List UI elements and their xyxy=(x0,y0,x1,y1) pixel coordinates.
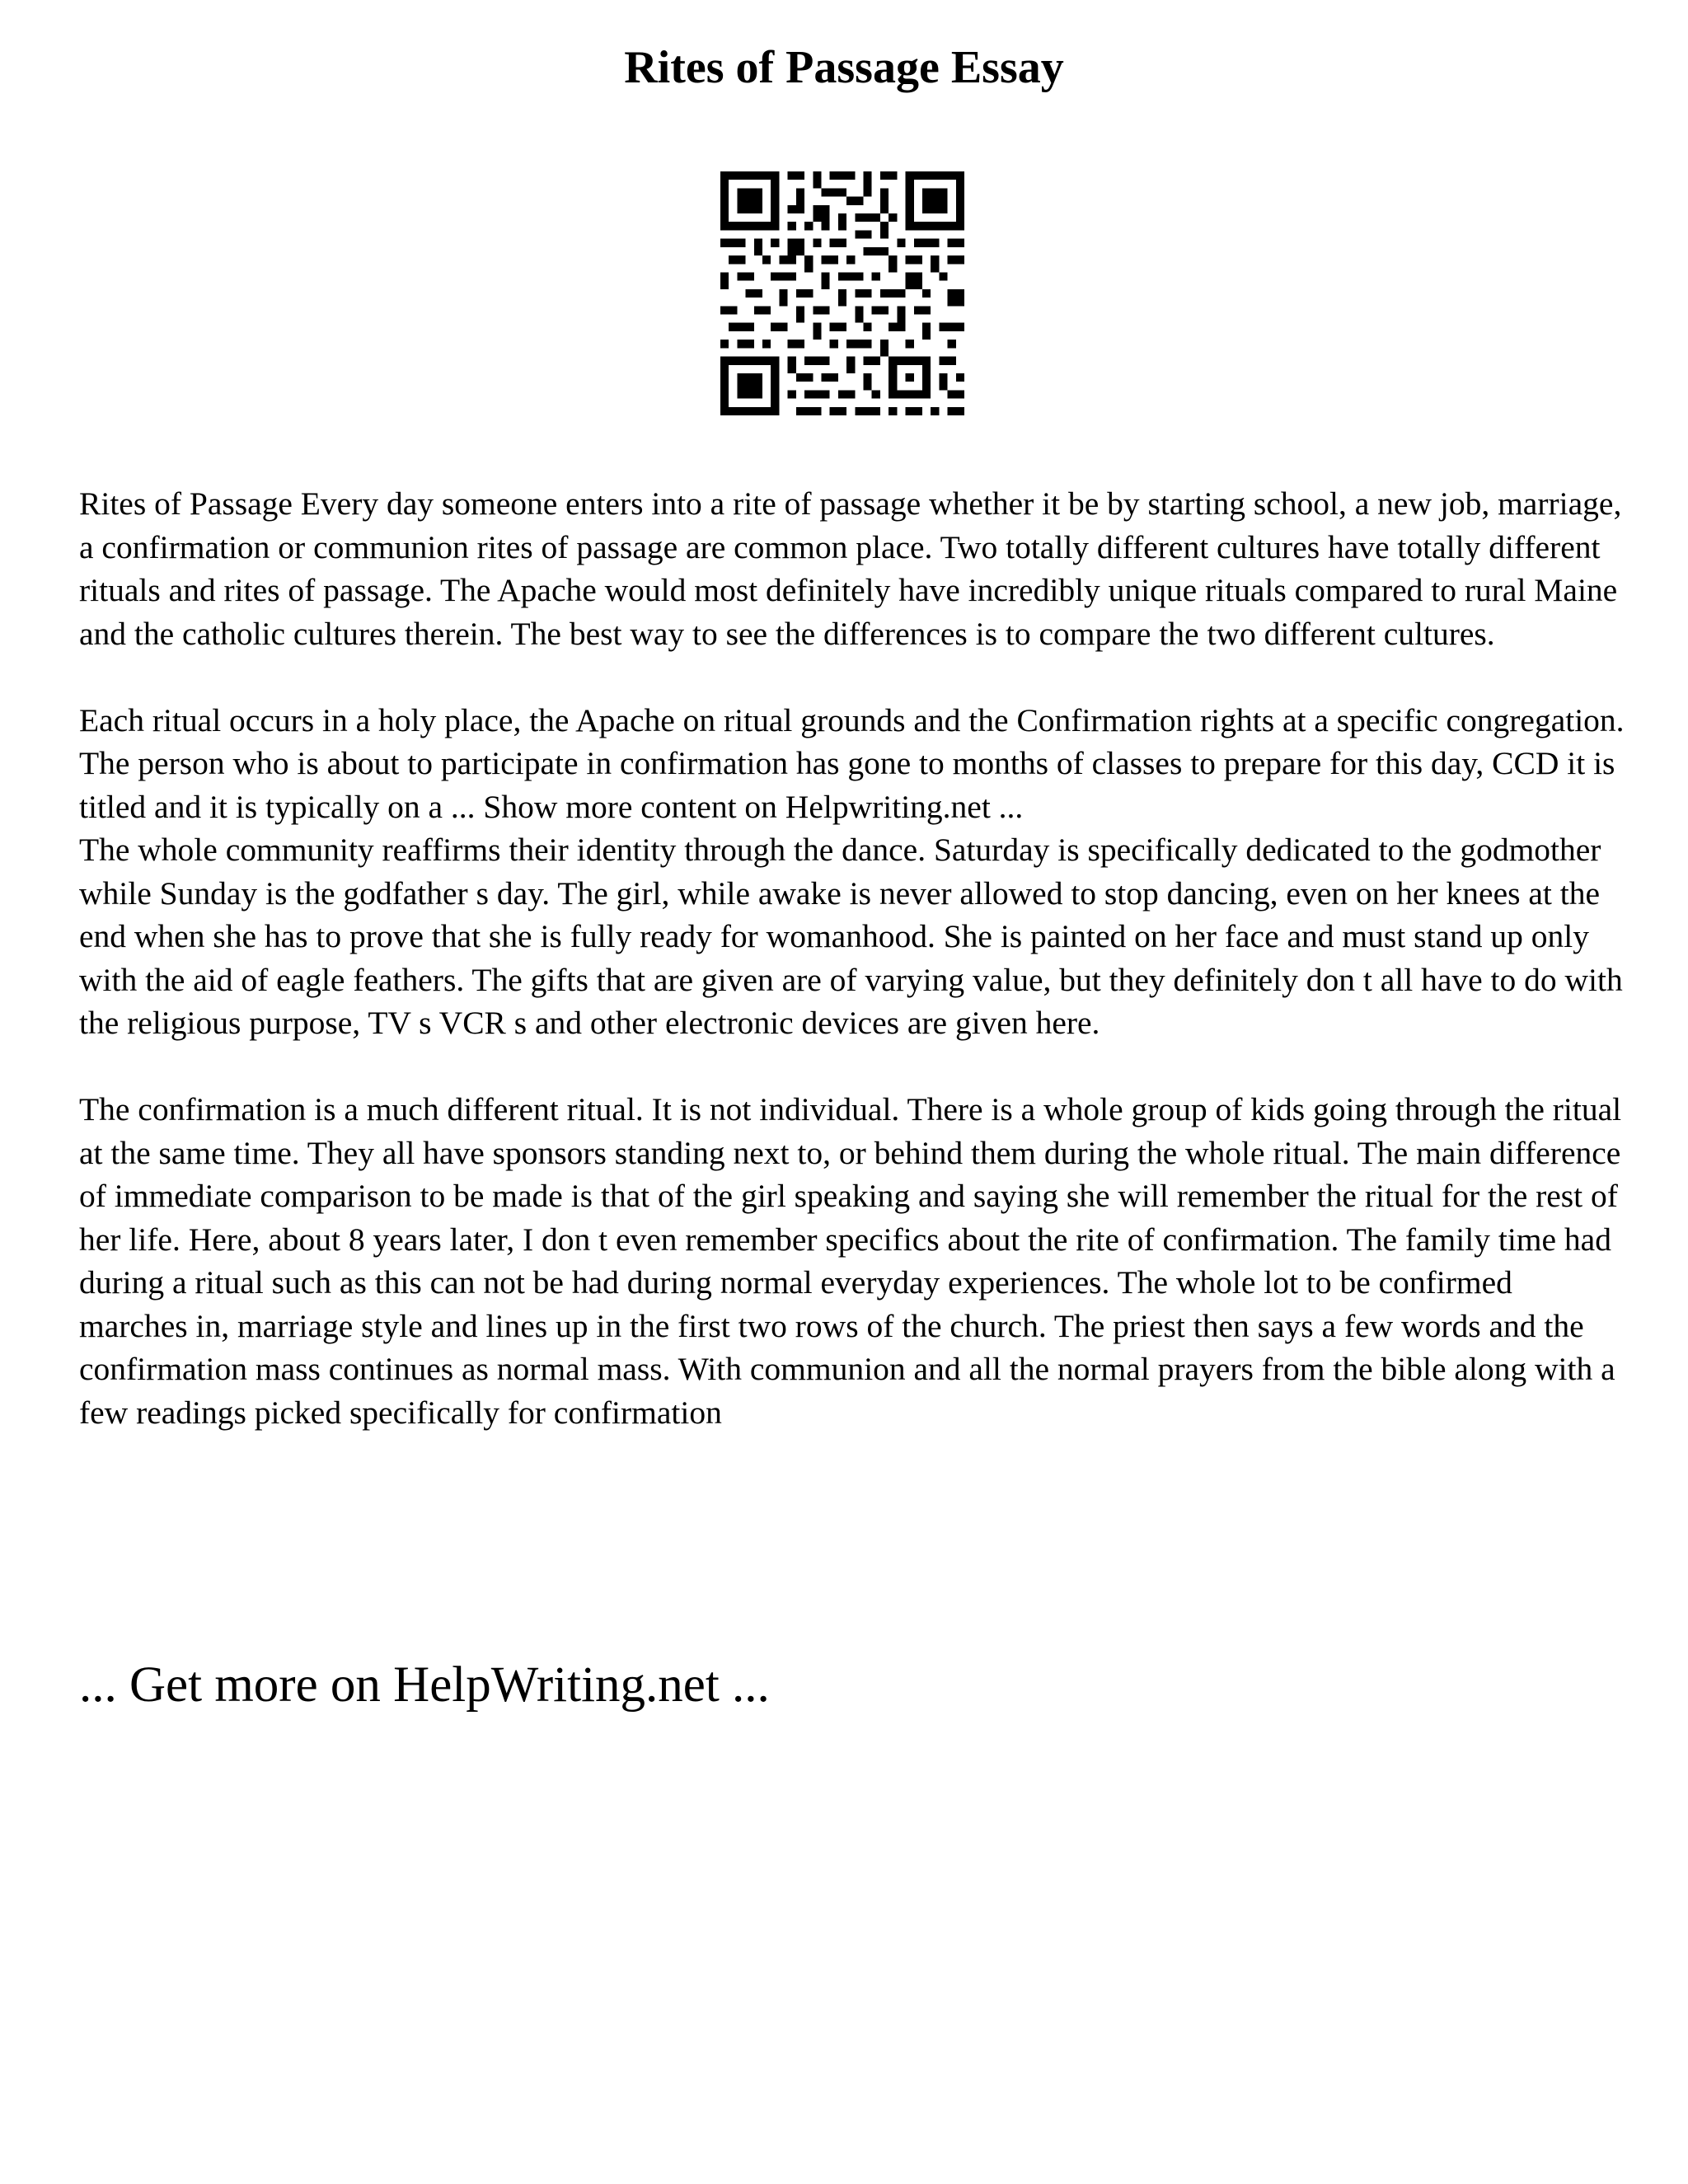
page-title: Rites of Passage Essay xyxy=(624,42,1064,93)
qr-code-icon[interactable] xyxy=(720,171,964,415)
paragraph: Rites of Passage Every day someone enters into a rite of passage whether it be by starting school, a new job, marriage, a confirmation or communion rites of passage are common place. Two totally different cultures have totally different rituals and rites of passage. The Apache would most definitely have incredibly unique rituals compared to rural Maine and the catholic cultures therein. The best way to see the differences is to compare the two different cultures. xyxy=(79,485,1622,652)
paragraph-gap xyxy=(79,1045,1629,1089)
paragraph: The confirmation is a much different ritual. It is not individual. There is a whole group of kids going through the ritual at the same time. They all have sponsors standing next to, or behind them during the whole ritual. The main difference of immediate comparison to be made is that of the girl speaking and saying she will remember the ritual for the rest of her life. Here, about 8 years later, I don t even remember specifics about the rite of confirmation. The family time had during a ritual such as this can not be had during normal everyday experiences. The whole lot to be confirmed marches in, marriage style and lines up in the first two rows of the church. The priest then says a few words and the confirmation mass continues as normal mass. With communion and all the normal prayers from the bible along with a few readings picked specifically for confirmation xyxy=(79,1091,1622,1431)
paragraph: The whole community reaffirms their identity through the dance. Saturday is specifically dedicated to the godmother while Sunday is the godfather s day. The girl, while awake is never allowed to stop dancing, even on her knees at the end when she has to prove that she is fully ready for womanhood. She is painted on her face and must stand up only with the aid of eagle feathers. The gifts that are given are of varying value, but they definitely don t all have to do with the religious purpose, TV s VCR s and other electronic devices are given here. xyxy=(79,832,1623,1041)
essay-body xyxy=(79,482,1629,1434)
get-more-link[interactable]: ... Get more on HelpWriting.net ... xyxy=(79,1657,770,1713)
paragraph: Each ritual occurs in a holy place, the Apache on ritual grounds and the Confirmation rights at a specific congregation. The person who is about to participate in confirmation has gone to months of classes to prepare for this day, CCD it is titled and it is typically on a ... Show more content on Helpwriting.net ... xyxy=(79,701,1625,825)
paragraph-gap xyxy=(79,655,1629,699)
